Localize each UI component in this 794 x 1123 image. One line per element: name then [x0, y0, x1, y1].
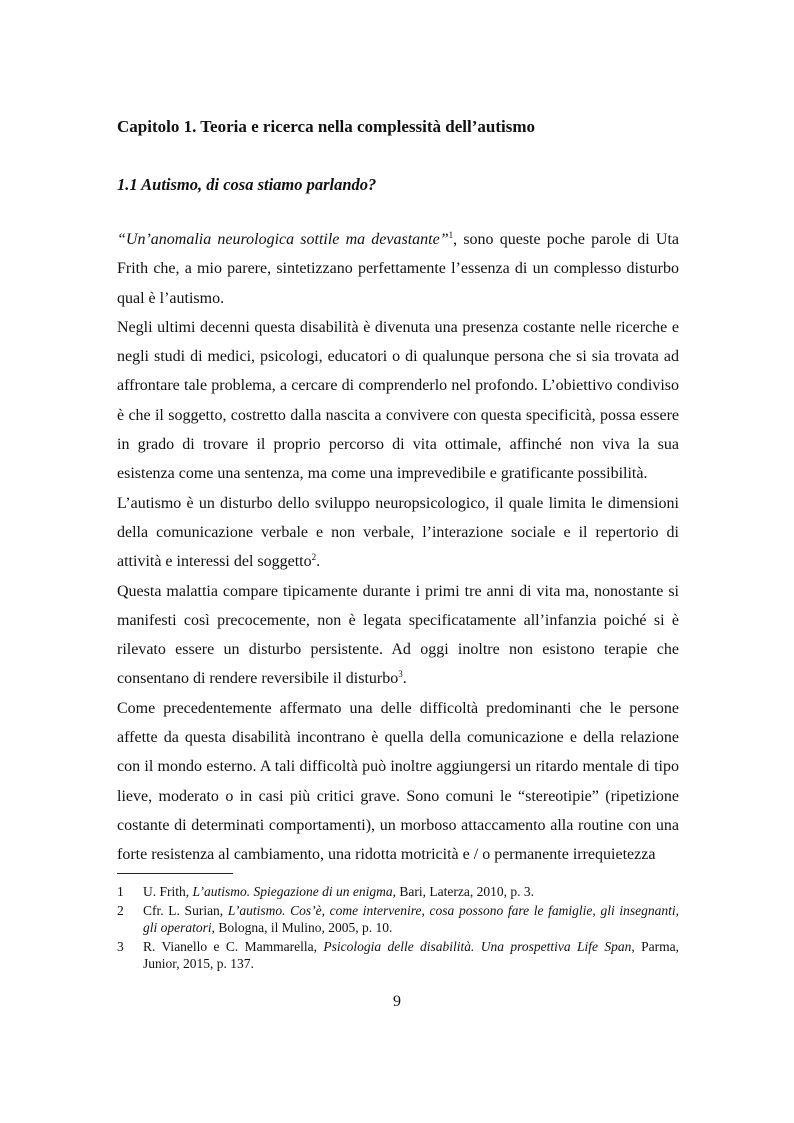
chapter-title: Capitolo 1. Teoria e ricerca nella complessità dell’autismo: [117, 117, 536, 136]
footnote-text: [143, 902, 679, 937]
footnote-number: 3: [117, 938, 124, 954]
footnote-text: [143, 938, 679, 973]
body-text: [117, 225, 679, 870]
paragraph: [117, 489, 679, 577]
footnote: [117, 883, 679, 901]
footnote-ref: 3: [398, 669, 403, 680]
footnotes: [117, 883, 679, 974]
footnote-ref: 2: [311, 552, 317, 563]
paragraph-end: .: [402, 670, 407, 688]
paragraph-text: L’autismo è un disturbo dello sviluppo neuropsicologico, il quale limita le dimensioni della comunicazione verbale e non verbale, l’interazione sociale e il repertorio di attività e interessi del soggetto: [117, 494, 679, 571]
paragraph-text: , sono queste poche parole di Uta Frith che, a mio parere, sintetizzano perfettamente l’essenza di un complesso disturbo qual è l’autismo.: [117, 231, 680, 307]
footnote-title: L’autismo. Cos’è, come intervenire, cosa possono fare le famiglie, gli insegnanti, gli operatori: [143, 902, 679, 935]
footnote-number: 1: [117, 884, 124, 899]
footnote-pre: Cfr. L. Surian,: [143, 902, 228, 918]
footnote-post: , Bologna, il Mulino, 2005, p. 10.: [211, 920, 393, 935]
footnote-post: , Parma, Junior, 2015, p. 137.: [143, 938, 679, 971]
footnote-text: [143, 883, 679, 901]
footnote: [117, 938, 679, 973]
footnote-ref: 1: [448, 230, 454, 240]
footnote-divider: [117, 873, 233, 874]
paragraph-end: .: [316, 553, 321, 571]
footnote-title: Psicologia delle disabilità. Una prospettiva Life Span: [323, 938, 632, 954]
paragraph: Come precedentemente affermato una delle difficoltà predominanti che le persone affette da questa disabilità incontrano è quella della comunicazione e della relazione con il mondo esterno. A tali difficoltà può inoltre aggiungersi un ritardo mentale di tipo lieve, moderato o in casi più critici grave. Sono comuni le “stereotipie” (ripetizione costante di determinati comportamenti), un morboso attaccamento alla routine con una forte resistenza al cambiamento, una ridotta motricità e / o permanente irrequietezza: [117, 699, 679, 864]
paragraph: [117, 577, 679, 694]
footnote: [117, 902, 679, 937]
footnote-pre: R. Vianello e C. Mammarella,: [143, 938, 324, 954]
quote: “Un’anomalia neurologica sottile ma devastante”: [117, 231, 449, 248]
paragraph: [117, 225, 679, 313]
paragraph-text: Questa malattia compare tipicamente durante i primi tre anni di vita ma, nonostante si manifesti così precocemente, non è legata specificatamente all’infanzia poiché si è rilevato essere un disturbo persistente. Ad oggi inoltre non esistono terapie che consentano di rendere reversibile il disturbo: [117, 582, 679, 688]
footnote-title: L’autismo. Spiegazione di un enigma: [192, 884, 393, 899]
footnote-number: 2: [117, 902, 124, 918]
footnote-post: , Bari, Laterza, 2010, p. 3.: [392, 884, 534, 899]
page-number: 9: [393, 993, 401, 1010]
footnote-pre: U. Frith,: [143, 884, 193, 899]
section-title: 1.1 Autismo, di cosa stiamo parlando?: [117, 175, 377, 194]
paragraph: Negli ultimi decenni questa disabilità è divenuta una presenza costante nelle ricerche e negli studi di medici, psicologi, educatori o di qualunque persona che si sia trovata ad affrontare tale problema, a cercare di comprenderlo nel profondo. L’obiettivo condiviso è che il soggetto, costretto dalla nascita a convivere con questa specificità, possa essere in grado di trovare il proprio percorso di vita ottimale, affinché non viva la sua esistenza come una sentenza, ma come una imprevedibile e gratificante possibilità.: [117, 318, 679, 483]
